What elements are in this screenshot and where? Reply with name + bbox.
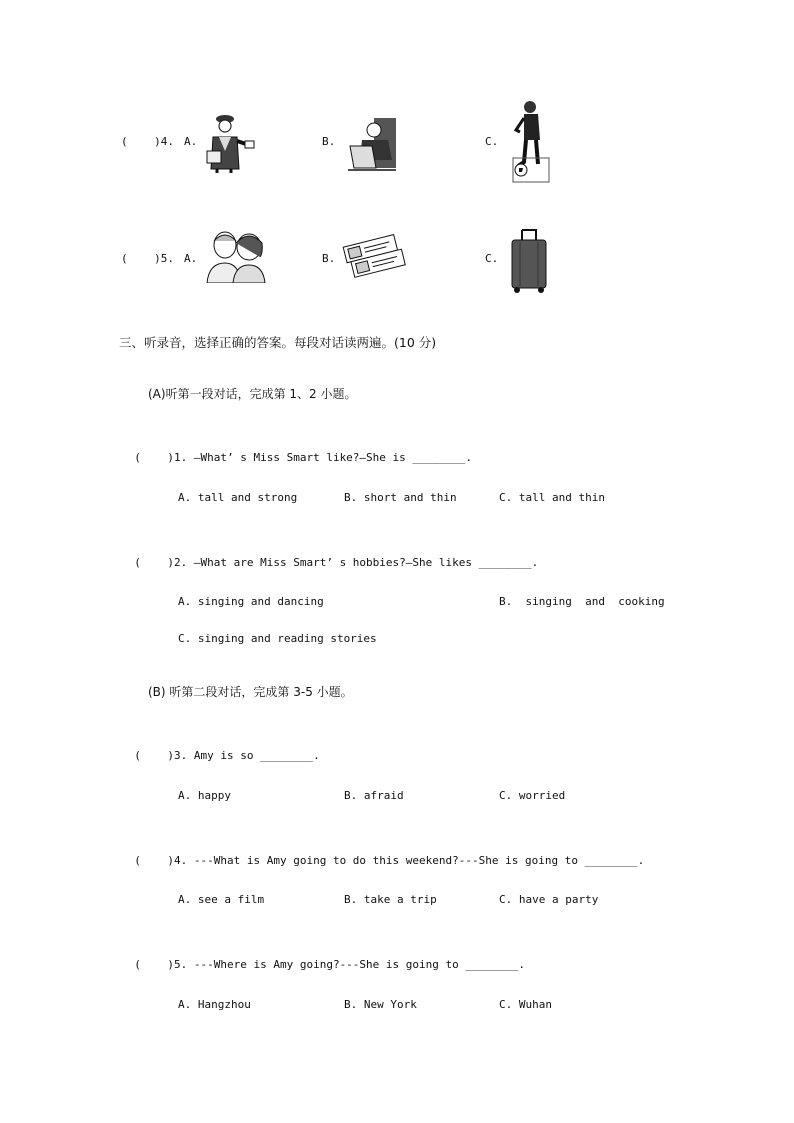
option-a: A. see a film <box>178 893 265 906</box>
option-b: B. short and thin <box>344 491 457 504</box>
answer-blank[interactable]: ( ) <box>134 958 174 971</box>
question-text: 1. —What’ s Miss Smart like?—She is ________. <box>174 451 473 464</box>
option-a: A. happy <box>178 789 231 802</box>
question-number: ( )4. <box>121 135 174 148</box>
question-number: ( )5. <box>121 252 174 265</box>
question-text: 2. —What are Miss Smart’ s hobbies?—She likes ________. <box>174 556 539 569</box>
question-2 <box>121 543 538 569</box>
option-c: C. worried <box>499 789 566 802</box>
answer-blank[interactable]: ( ) <box>134 451 174 464</box>
option-c-label: C. <box>485 252 499 265</box>
suitcase-picture-icon <box>508 228 550 294</box>
option-c-label: C. <box>485 135 499 148</box>
option-a: A. tall and strong <box>178 491 298 504</box>
option-c: C. Wuhan <box>499 998 552 1011</box>
question-1 <box>121 438 472 464</box>
option-a: A. singing and dancing <box>178 595 324 608</box>
option-a: A. Hangzhou <box>178 998 251 1011</box>
option-b-label: B. <box>322 252 336 265</box>
grandparents-picture-icon <box>205 229 267 283</box>
part-b-heading: (B) 听第二段对话，完成第 3-5 小题。 <box>148 685 353 699</box>
question-text: 3. Amy is so ________. <box>174 749 320 762</box>
section-heading: 三、听录音，选择正确的答案。每段对话读两遍。(10 分) <box>119 335 437 350</box>
question-5 <box>121 945 525 971</box>
tickets-picture-icon <box>342 232 406 278</box>
option-c: C. singing and reading stories <box>178 632 377 645</box>
part-a-heading: (A)听第一段对话，完成第 1、2 小题。 <box>148 387 357 401</box>
postman-picture-icon <box>203 111 255 173</box>
question-3 <box>121 736 320 762</box>
option-c: C. tall and thin <box>499 491 605 504</box>
answer-blank[interactable]: ( ) <box>134 556 174 569</box>
answer-blank[interactable]: ( ) <box>134 854 174 867</box>
man-at-computer-picture-icon <box>346 116 398 172</box>
option-a-label: A. <box>184 252 198 265</box>
option-b: B. singing and cooking <box>499 595 665 608</box>
option-c: C. have a party <box>499 893 599 906</box>
option-b-label: B. <box>322 135 336 148</box>
option-b: B. take a trip <box>344 893 437 906</box>
question-4 <box>121 841 644 867</box>
question-text: 4. ---What is Amy going to do this weekend?---She is going to ________. <box>174 854 645 867</box>
option-b: B. New York <box>344 998 417 1011</box>
option-b: B. afraid <box>344 789 404 802</box>
question-text: 5. ---Where is Amy going?---She is going to ________. <box>174 958 525 971</box>
option-a-label: A. <box>184 135 198 148</box>
answer-blank[interactable]: ( ) <box>134 749 174 762</box>
boy-with-football-picture-icon <box>510 100 550 184</box>
